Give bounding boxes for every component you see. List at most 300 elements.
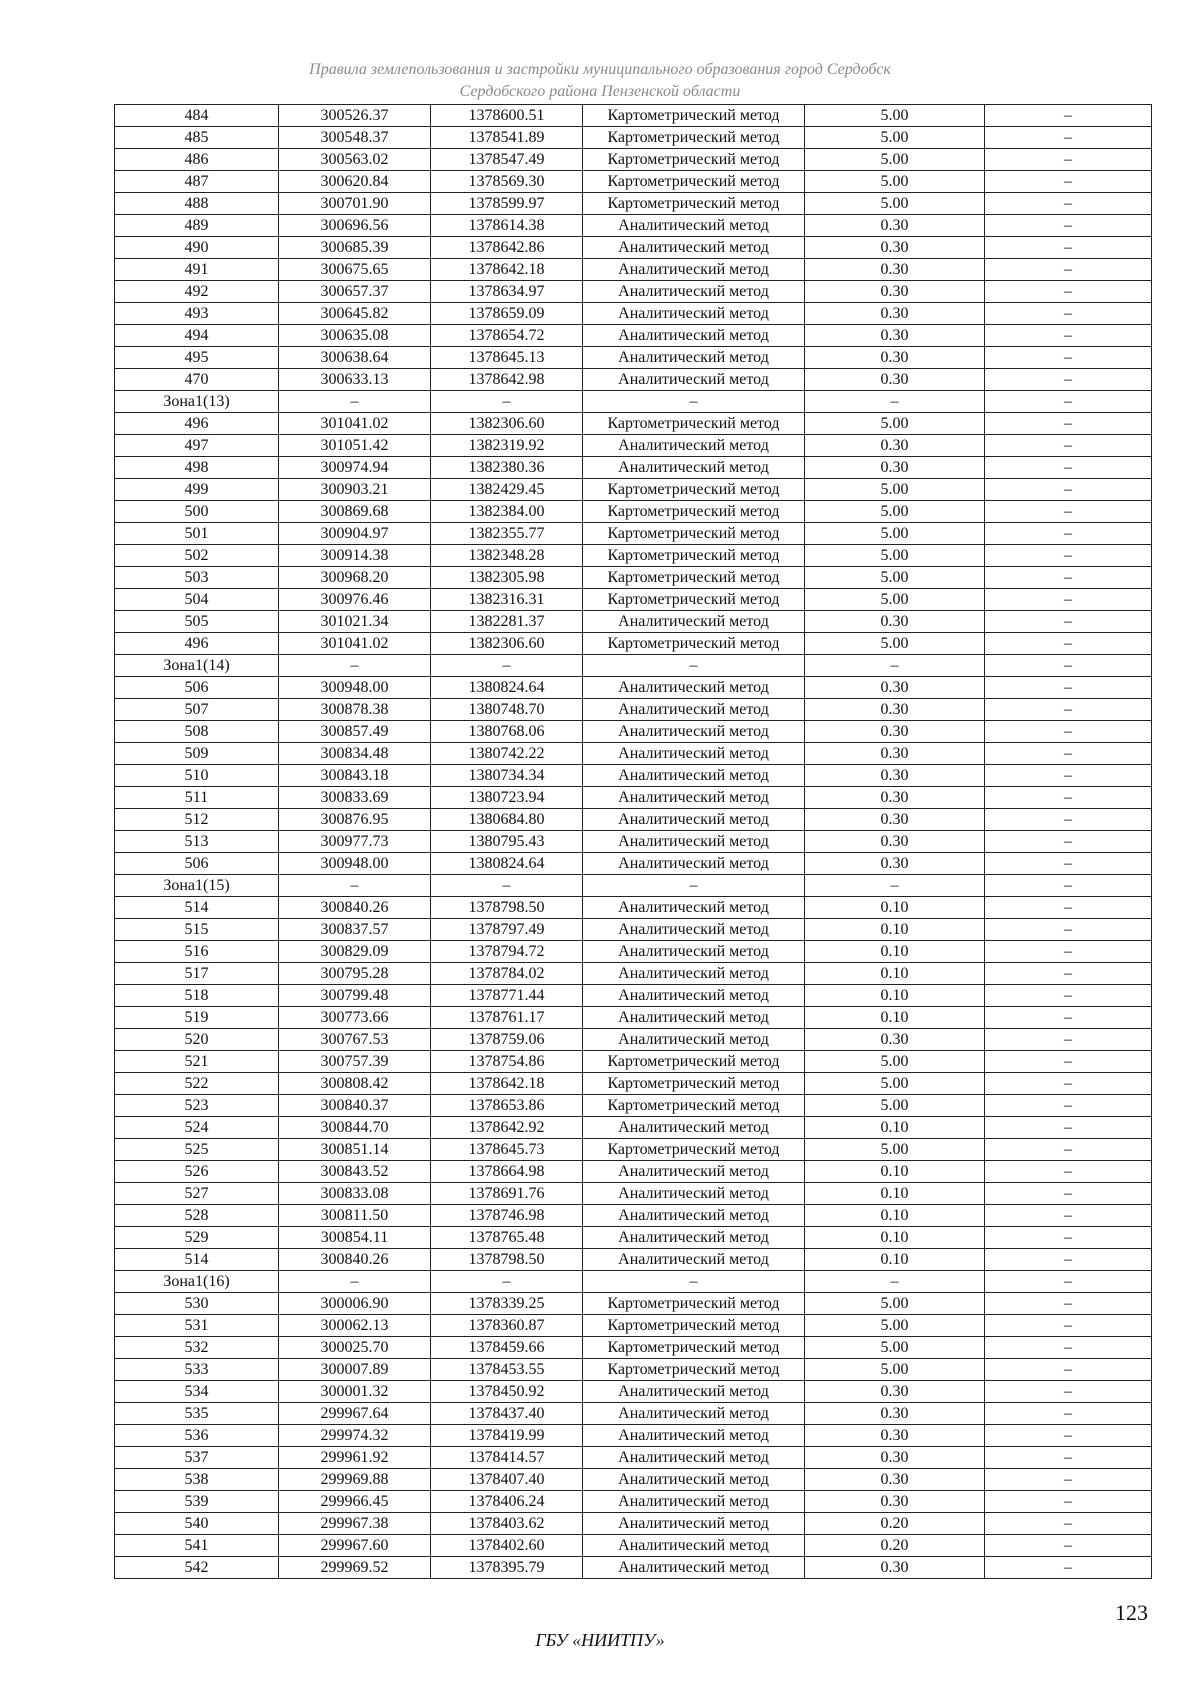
- method-cell: Аналитический метод: [583, 1557, 805, 1579]
- y-coordinate-cell: 1378614.38: [431, 215, 583, 237]
- point-number-cell: 508: [115, 721, 279, 743]
- x-coordinate-cell: –: [279, 875, 431, 897]
- running-header-line-2: Сердобского района Пензенской области: [459, 83, 741, 100]
- table-row: [115, 369, 1152, 391]
- table-row: [115, 435, 1152, 457]
- point-number-cell: 499: [115, 479, 279, 501]
- point-number-cell: 522: [115, 1073, 279, 1095]
- note-cell: –: [985, 1315, 1152, 1337]
- table-row: [115, 589, 1152, 611]
- table-row: [115, 963, 1152, 985]
- y-coordinate-cell: 1378654.72: [431, 325, 583, 347]
- table-row: [115, 479, 1152, 501]
- y-coordinate-cell: 1382305.98: [431, 567, 583, 589]
- note-cell: –: [985, 1535, 1152, 1557]
- y-coordinate-cell: 1378659.09: [431, 303, 583, 325]
- method-cell: Картометрический метод: [583, 1095, 805, 1117]
- zone-header-row: [115, 391, 1152, 413]
- point-number-cell: 538: [115, 1469, 279, 1491]
- accuracy-cell: 0.30: [805, 721, 985, 743]
- point-number-cell: 535: [115, 1403, 279, 1425]
- table-row: [115, 809, 1152, 831]
- y-coordinate-cell: –: [431, 1271, 583, 1293]
- note-cell: –: [985, 171, 1152, 193]
- method-cell: Картометрический метод: [583, 1051, 805, 1073]
- y-coordinate-cell: 1382281.37: [431, 611, 583, 633]
- method-cell: Аналитический метод: [583, 765, 805, 787]
- note-cell: –: [985, 765, 1152, 787]
- table-row: [115, 1535, 1152, 1557]
- point-number-cell: 521: [115, 1051, 279, 1073]
- table-row: [115, 1293, 1152, 1315]
- note-cell: –: [985, 347, 1152, 369]
- point-number-cell: 527: [115, 1183, 279, 1205]
- y-coordinate-cell: 1378453.55: [431, 1359, 583, 1381]
- note-cell: –: [985, 325, 1152, 347]
- accuracy-cell: –: [805, 1271, 985, 1293]
- accuracy-cell: 5.00: [805, 523, 985, 545]
- x-coordinate-cell: 300833.69: [279, 787, 431, 809]
- x-coordinate-cell: 299969.52: [279, 1557, 431, 1579]
- note-cell: –: [985, 1513, 1152, 1535]
- accuracy-cell: 0.30: [805, 237, 985, 259]
- table-row: [115, 853, 1152, 875]
- accuracy-cell: 5.00: [805, 633, 985, 655]
- point-number-cell: 486: [115, 149, 279, 171]
- point-number-cell: 498: [115, 457, 279, 479]
- y-coordinate-cell: 1378414.57: [431, 1447, 583, 1469]
- x-coordinate-cell: 300526.37: [279, 105, 431, 127]
- table-row: [115, 677, 1152, 699]
- y-coordinate-cell: 1380734.34: [431, 765, 583, 787]
- table-row: [115, 1051, 1152, 1073]
- x-coordinate-cell: 300062.13: [279, 1315, 431, 1337]
- point-number-cell: 534: [115, 1381, 279, 1403]
- x-coordinate-cell: 300645.82: [279, 303, 431, 325]
- note-cell: –: [985, 105, 1152, 127]
- table-row: [115, 1249, 1152, 1271]
- note-cell: –: [985, 1293, 1152, 1315]
- table-row: [115, 413, 1152, 435]
- y-coordinate-cell: 1378642.92: [431, 1117, 583, 1139]
- x-coordinate-cell: 300638.64: [279, 347, 431, 369]
- accuracy-cell: 5.00: [805, 545, 985, 567]
- accuracy-cell: 0.30: [805, 435, 985, 457]
- method-cell: Аналитический метод: [583, 325, 805, 347]
- method-cell: Аналитический метод: [583, 963, 805, 985]
- note-cell: –: [985, 1337, 1152, 1359]
- x-coordinate-cell: 300869.68: [279, 501, 431, 523]
- note-cell: –: [985, 369, 1152, 391]
- table-row: [115, 765, 1152, 787]
- point-number-cell: 485: [115, 127, 279, 149]
- x-coordinate-cell: 300857.49: [279, 721, 431, 743]
- accuracy-cell: 0.30: [805, 1029, 985, 1051]
- x-coordinate-cell: 300904.97: [279, 523, 431, 545]
- point-number-cell: 514: [115, 1249, 279, 1271]
- note-cell: –: [985, 1425, 1152, 1447]
- method-cell: Картометрический метод: [583, 523, 805, 545]
- point-number-cell: 536: [115, 1425, 279, 1447]
- point-number-cell: 489: [115, 215, 279, 237]
- y-coordinate-cell: 1378645.73: [431, 1139, 583, 1161]
- accuracy-cell: 0.20: [805, 1535, 985, 1557]
- method-cell: Аналитический метод: [583, 677, 805, 699]
- point-number-cell: 484: [115, 105, 279, 127]
- y-coordinate-cell: 1378798.50: [431, 1249, 583, 1271]
- accuracy-cell: 0.30: [805, 765, 985, 787]
- point-number-cell: 524: [115, 1117, 279, 1139]
- method-cell: Аналитический метод: [583, 259, 805, 281]
- method-cell: Аналитический метод: [583, 457, 805, 479]
- method-cell: Аналитический метод: [583, 303, 805, 325]
- accuracy-cell: 0.30: [805, 259, 985, 281]
- x-coordinate-cell: 299961.92: [279, 1447, 431, 1469]
- accuracy-cell: –: [805, 391, 985, 413]
- table-row: [115, 1007, 1152, 1029]
- method-cell: –: [583, 655, 805, 677]
- x-coordinate-cell: 300829.09: [279, 941, 431, 963]
- y-coordinate-cell: 1378653.86: [431, 1095, 583, 1117]
- table-row: [115, 1139, 1152, 1161]
- note-cell: –: [985, 567, 1152, 589]
- y-coordinate-cell: 1378664.98: [431, 1161, 583, 1183]
- method-cell: Аналитический метод: [583, 1381, 805, 1403]
- method-cell: Аналитический метод: [583, 369, 805, 391]
- accuracy-cell: 0.30: [805, 1403, 985, 1425]
- x-coordinate-cell: 300620.84: [279, 171, 431, 193]
- table-row: [115, 237, 1152, 259]
- note-cell: –: [985, 809, 1152, 831]
- y-coordinate-cell: 1378645.13: [431, 347, 583, 369]
- x-coordinate-cell: 300007.89: [279, 1359, 431, 1381]
- x-coordinate-cell: 300548.37: [279, 127, 431, 149]
- running-header-line-1: Правила землепользования и застройки муниципального образования город Сердобск: [309, 61, 891, 78]
- point-number-cell: 523: [115, 1095, 279, 1117]
- page-number: 123: [1115, 1600, 1148, 1625]
- table-row: [115, 501, 1152, 523]
- method-cell: –: [583, 875, 805, 897]
- table-row: [115, 743, 1152, 765]
- method-cell: Аналитический метод: [583, 1117, 805, 1139]
- table-row: [115, 831, 1152, 853]
- table-row: [115, 1425, 1152, 1447]
- accuracy-cell: 5.00: [805, 193, 985, 215]
- point-number-cell: 490: [115, 237, 279, 259]
- coordinates-table: [114, 104, 1152, 1579]
- note-cell: –: [985, 1381, 1152, 1403]
- y-coordinate-cell: 1380748.70: [431, 699, 583, 721]
- y-coordinate-cell: 1380684.80: [431, 809, 583, 831]
- note-cell: –: [985, 941, 1152, 963]
- table-row: [115, 1205, 1152, 1227]
- y-coordinate-cell: 1378599.97: [431, 193, 583, 215]
- point-number-cell: Зона1(16): [115, 1271, 279, 1293]
- x-coordinate-cell: 300876.95: [279, 809, 431, 831]
- method-cell: Аналитический метод: [583, 1007, 805, 1029]
- method-cell: Аналитический метод: [583, 1469, 805, 1491]
- note-cell: –: [985, 391, 1152, 413]
- x-coordinate-cell: 299969.88: [279, 1469, 431, 1491]
- note-cell: –: [985, 853, 1152, 875]
- y-coordinate-cell: 1382429.45: [431, 479, 583, 501]
- accuracy-cell: 5.00: [805, 105, 985, 127]
- point-number-cell: 532: [115, 1337, 279, 1359]
- x-coordinate-cell: 300851.14: [279, 1139, 431, 1161]
- point-number-cell: 505: [115, 611, 279, 633]
- note-cell: –: [985, 1095, 1152, 1117]
- point-number-cell: 501: [115, 523, 279, 545]
- method-cell: Аналитический метод: [583, 721, 805, 743]
- note-cell: –: [985, 721, 1152, 743]
- y-coordinate-cell: 1378406.24: [431, 1491, 583, 1513]
- point-number-cell: 470: [115, 369, 279, 391]
- y-coordinate-cell: 1378797.49: [431, 919, 583, 941]
- note-cell: –: [985, 831, 1152, 853]
- note-cell: –: [985, 1249, 1152, 1271]
- point-number-cell: 496: [115, 633, 279, 655]
- table-row: [115, 1029, 1152, 1051]
- x-coordinate-cell: 300948.00: [279, 853, 431, 875]
- y-coordinate-cell: 1378437.40: [431, 1403, 583, 1425]
- note-cell: –: [985, 1073, 1152, 1095]
- y-coordinate-cell: 1378459.66: [431, 1337, 583, 1359]
- y-coordinate-cell: 1382316.31: [431, 589, 583, 611]
- method-cell: Аналитический метод: [583, 215, 805, 237]
- point-number-cell: 531: [115, 1315, 279, 1337]
- note-cell: –: [985, 1469, 1152, 1491]
- point-number-cell: 487: [115, 171, 279, 193]
- method-cell: Картометрический метод: [583, 193, 805, 215]
- table-row: [115, 1381, 1152, 1403]
- method-cell: Аналитический метод: [583, 1161, 805, 1183]
- table-row: [115, 1403, 1152, 1425]
- point-number-cell: 500: [115, 501, 279, 523]
- point-number-cell: 492: [115, 281, 279, 303]
- method-cell: Аналитический метод: [583, 1513, 805, 1535]
- method-cell: Аналитический метод: [583, 1183, 805, 1205]
- point-number-cell: 503: [115, 567, 279, 589]
- note-cell: –: [985, 259, 1152, 281]
- method-cell: Картометрический метод: [583, 171, 805, 193]
- point-number-cell: 507: [115, 699, 279, 721]
- x-coordinate-cell: 300974.94: [279, 457, 431, 479]
- accuracy-cell: 5.00: [805, 1293, 985, 1315]
- method-cell: Картометрический метод: [583, 1315, 805, 1337]
- table-row: [115, 281, 1152, 303]
- note-cell: –: [985, 1557, 1152, 1579]
- method-cell: Аналитический метод: [583, 787, 805, 809]
- point-number-cell: 512: [115, 809, 279, 831]
- accuracy-cell: 0.30: [805, 1447, 985, 1469]
- method-cell: Аналитический метод: [583, 1029, 805, 1051]
- accuracy-cell: 0.10: [805, 1007, 985, 1029]
- point-number-cell: 509: [115, 743, 279, 765]
- y-coordinate-cell: 1378759.06: [431, 1029, 583, 1051]
- method-cell: Картометрический метод: [583, 1293, 805, 1315]
- method-cell: Аналитический метод: [583, 1403, 805, 1425]
- x-coordinate-cell: 300811.50: [279, 1205, 431, 1227]
- point-number-cell: 542: [115, 1557, 279, 1579]
- table-row: [115, 1491, 1152, 1513]
- x-coordinate-cell: 300844.70: [279, 1117, 431, 1139]
- y-coordinate-cell: 1378784.02: [431, 963, 583, 985]
- method-cell: Аналитический метод: [583, 897, 805, 919]
- note-cell: –: [985, 1403, 1152, 1425]
- note-cell: –: [985, 523, 1152, 545]
- method-cell: –: [583, 391, 805, 413]
- y-coordinate-cell: –: [431, 391, 583, 413]
- note-cell: –: [985, 127, 1152, 149]
- note-cell: –: [985, 1051, 1152, 1073]
- accuracy-cell: 5.00: [805, 1139, 985, 1161]
- table-row: [115, 1513, 1152, 1535]
- method-cell: Картометрический метод: [583, 501, 805, 523]
- x-coordinate-cell: –: [279, 655, 431, 677]
- method-cell: Картометрический метод: [583, 545, 805, 567]
- note-cell: –: [985, 985, 1152, 1007]
- table-row: [115, 193, 1152, 215]
- x-coordinate-cell: 300795.28: [279, 963, 431, 985]
- y-coordinate-cell: 1378419.99: [431, 1425, 583, 1447]
- point-number-cell: 540: [115, 1513, 279, 1535]
- table-row: [115, 919, 1152, 941]
- accuracy-cell: 0.10: [805, 1183, 985, 1205]
- point-number-cell: 518: [115, 985, 279, 1007]
- coordinates-table-body: [115, 105, 1152, 1579]
- accuracy-cell: 0.30: [805, 1469, 985, 1491]
- x-coordinate-cell: 300006.90: [279, 1293, 431, 1315]
- point-number-cell: 488: [115, 193, 279, 215]
- accuracy-cell: 0.30: [805, 787, 985, 809]
- point-number-cell: Зона1(15): [115, 875, 279, 897]
- y-coordinate-cell: 1378541.89: [431, 127, 583, 149]
- y-coordinate-cell: 1378450.92: [431, 1381, 583, 1403]
- note-cell: –: [985, 1359, 1152, 1381]
- method-cell: Картометрический метод: [583, 1337, 805, 1359]
- zone-header-row: [115, 1271, 1152, 1293]
- table-row: [115, 1359, 1152, 1381]
- x-coordinate-cell: 301041.02: [279, 413, 431, 435]
- point-number-cell: 493: [115, 303, 279, 325]
- point-number-cell: 504: [115, 589, 279, 611]
- method-cell: Аналитический метод: [583, 1447, 805, 1469]
- x-coordinate-cell: 300757.39: [279, 1051, 431, 1073]
- method-cell: Аналитический метод: [583, 1535, 805, 1557]
- x-coordinate-cell: 300675.65: [279, 259, 431, 281]
- note-cell: –: [985, 237, 1152, 259]
- accuracy-cell: 0.30: [805, 347, 985, 369]
- method-cell: Картометрический метод: [583, 105, 805, 127]
- accuracy-cell: 0.30: [805, 809, 985, 831]
- y-coordinate-cell: 1380795.43: [431, 831, 583, 853]
- accuracy-cell: 0.30: [805, 369, 985, 391]
- accuracy-cell: 5.00: [805, 589, 985, 611]
- point-number-cell: 506: [115, 677, 279, 699]
- note-cell: –: [985, 677, 1152, 699]
- table-row: [115, 1227, 1152, 1249]
- point-number-cell: 491: [115, 259, 279, 281]
- table-row: [115, 259, 1152, 281]
- x-coordinate-cell: 300948.00: [279, 677, 431, 699]
- accuracy-cell: 0.30: [805, 303, 985, 325]
- table-row: [115, 699, 1152, 721]
- table-row: [115, 633, 1152, 655]
- method-cell: Аналитический метод: [583, 347, 805, 369]
- method-cell: Аналитический метод: [583, 985, 805, 1007]
- table-row: [115, 721, 1152, 743]
- x-coordinate-cell: 300025.70: [279, 1337, 431, 1359]
- table-row: [115, 1447, 1152, 1469]
- accuracy-cell: 0.10: [805, 897, 985, 919]
- x-coordinate-cell: 300701.90: [279, 193, 431, 215]
- method-cell: Аналитический метод: [583, 809, 805, 831]
- method-cell: Аналитический метод: [583, 435, 805, 457]
- y-coordinate-cell: 1378754.86: [431, 1051, 583, 1073]
- point-number-cell: 530: [115, 1293, 279, 1315]
- method-cell: Аналитический метод: [583, 1425, 805, 1447]
- accuracy-cell: 0.30: [805, 831, 985, 853]
- point-number-cell: 520: [115, 1029, 279, 1051]
- note-cell: –: [985, 457, 1152, 479]
- x-coordinate-cell: 300001.32: [279, 1381, 431, 1403]
- note-cell: –: [985, 303, 1152, 325]
- x-coordinate-cell: 299966.45: [279, 1491, 431, 1513]
- x-coordinate-cell: 300833.08: [279, 1183, 431, 1205]
- accuracy-cell: –: [805, 655, 985, 677]
- x-coordinate-cell: 301041.02: [279, 633, 431, 655]
- accuracy-cell: 0.30: [805, 677, 985, 699]
- x-coordinate-cell: 300635.08: [279, 325, 431, 347]
- accuracy-cell: 0.30: [805, 611, 985, 633]
- note-cell: –: [985, 413, 1152, 435]
- accuracy-cell: 0.30: [805, 853, 985, 875]
- note-cell: –: [985, 963, 1152, 985]
- x-coordinate-cell: 300563.02: [279, 149, 431, 171]
- x-coordinate-cell: –: [279, 391, 431, 413]
- method-cell: Картометрический метод: [583, 1139, 805, 1161]
- y-coordinate-cell: 1378765.48: [431, 1227, 583, 1249]
- accuracy-cell: 0.30: [805, 1491, 985, 1513]
- accuracy-cell: 0.10: [805, 1161, 985, 1183]
- y-coordinate-cell: 1382319.92: [431, 435, 583, 457]
- note-cell: –: [985, 149, 1152, 171]
- note-cell: –: [985, 787, 1152, 809]
- table-row: [115, 1095, 1152, 1117]
- accuracy-cell: 0.30: [805, 1381, 985, 1403]
- method-cell: Аналитический метод: [583, 1205, 805, 1227]
- y-coordinate-cell: 1378798.50: [431, 897, 583, 919]
- organization-footer: ГБУ «НИИТПУ»: [535, 1630, 665, 1650]
- method-cell: Картометрический метод: [583, 127, 805, 149]
- x-coordinate-cell: 300914.38: [279, 545, 431, 567]
- y-coordinate-cell: 1378642.18: [431, 259, 583, 281]
- table-row: [115, 1183, 1152, 1205]
- table-row: [115, 523, 1152, 545]
- point-number-cell: 519: [115, 1007, 279, 1029]
- point-number-cell: 526: [115, 1161, 279, 1183]
- method-cell: –: [583, 1271, 805, 1293]
- y-coordinate-cell: 1378600.51: [431, 105, 583, 127]
- y-coordinate-cell: 1382380.36: [431, 457, 583, 479]
- zone-header-row: [115, 655, 1152, 677]
- method-cell: Аналитический метод: [583, 853, 805, 875]
- method-cell: Аналитический метод: [583, 919, 805, 941]
- x-coordinate-cell: 301021.34: [279, 611, 431, 633]
- point-number-cell: 528: [115, 1205, 279, 1227]
- accuracy-cell: 0.30: [805, 325, 985, 347]
- accuracy-cell: –: [805, 875, 985, 897]
